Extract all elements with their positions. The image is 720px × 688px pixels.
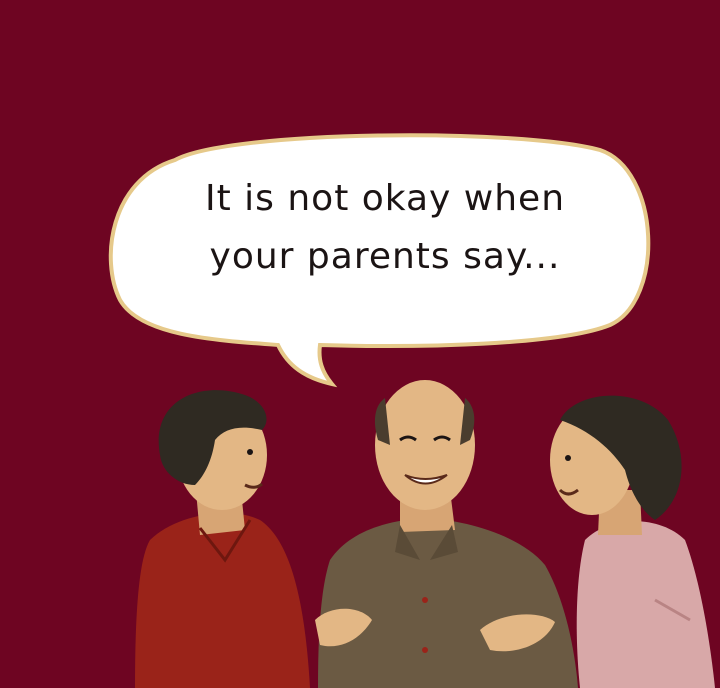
woman-illustration <box>550 396 715 688</box>
bald-man-illustration <box>315 380 578 688</box>
woman-eye <box>565 455 571 461</box>
young-man-shirt <box>135 513 310 688</box>
speech-line-2: your parents say... <box>209 236 561 277</box>
older-man-button-2 <box>422 647 428 653</box>
older-man-button-1 <box>422 597 428 603</box>
speech-line-1: It is not okay when <box>204 178 566 219</box>
woman-shirt <box>577 521 715 688</box>
young-man-illustration <box>135 390 310 688</box>
young-man-eye <box>247 449 253 455</box>
